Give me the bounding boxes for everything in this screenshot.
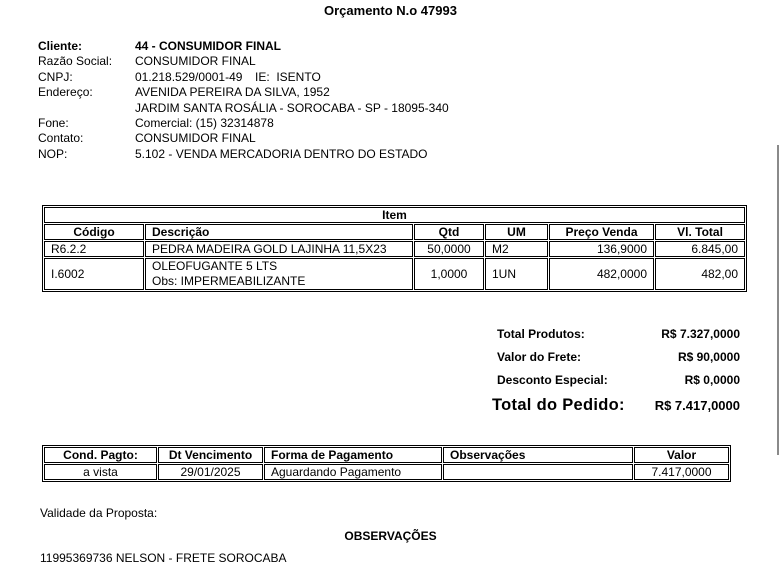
cell-dt-vencimento: 29/01/2025 <box>158 464 263 480</box>
table-row <box>44 464 729 480</box>
field-label: NOP: <box>38 146 68 161</box>
col-header-dt-vencimento: Dt Vencimento <box>158 447 263 463</box>
field-label: CNPJ: <box>38 69 73 84</box>
item-table-header-row <box>44 224 745 240</box>
desconto-especial-label: Desconto Especial: <box>497 373 608 387</box>
valor-frete-value: R$ 90,0000 <box>677 350 740 364</box>
col-header-observacoes: Observações <box>443 447 633 463</box>
total-produtos-row <box>497 327 740 350</box>
cell-descricao: PEDRA MADEIRA GOLD LAJINHA 11,5X23 <box>145 241 413 257</box>
cell-valor: 7.417,0000 <box>634 464 729 480</box>
field-value: CONSUMIDOR FINAL <box>135 131 256 146</box>
descricao-obs-line: Obs: IMPERMEABILIZANTE <box>152 274 306 288</box>
observacoes-title: OBSERVAÇÕES <box>344 529 437 543</box>
cell-descricao <box>145 258 413 290</box>
page-title: Orçamento N.o 47993 <box>324 3 457 18</box>
descricao-line1: OLEOFUGANTE 5 LTS <box>152 259 278 273</box>
col-header-valor: Valor <box>634 447 729 463</box>
field-label: Cliente: <box>38 39 83 53</box>
total-produtos-value: R$ 7.327,0000 <box>661 327 740 341</box>
observacoes-text: 11995369736 NELSON - FRETE SOROCABA <box>40 551 287 565</box>
cell-codigo: R6.2.2 <box>44 241 144 257</box>
cell-preco: 482,0000 <box>549 258 654 290</box>
validade-proposta-label: Validade da Proposta: <box>40 506 158 520</box>
totals-block <box>492 327 740 422</box>
table-row <box>44 241 745 257</box>
field-label: Fone: <box>38 115 69 130</box>
col-header-forma-pagamento: Forma de Pagamento <box>264 447 442 463</box>
col-header-qtd: Qtd <box>414 224 484 240</box>
valor-frete-row <box>497 350 740 373</box>
cell-qtd: 1,0000 <box>414 258 484 290</box>
client-row-endereco <box>38 85 449 100</box>
field-label: Endereço: <box>38 85 93 100</box>
client-row-endereco2 <box>38 101 449 116</box>
cell-forma-pagamento: Aguardando Pagamento <box>264 464 442 480</box>
item-table-caption: Item <box>44 207 745 223</box>
total-pedido-label: Total do Pedido: <box>492 396 625 414</box>
client-row-razao-social <box>38 54 449 69</box>
field-value: Comercial: (15) 32314878 <box>135 115 274 130</box>
col-header-cond-pagto: Cond. Pagto: <box>44 447 157 463</box>
total-pedido-value: R$ 7.417,0000 <box>654 398 740 413</box>
item-table <box>42 205 747 292</box>
col-header-preco-venda: Preço Venda <box>549 224 654 240</box>
valor-frete-label: Valor do Frete: <box>497 350 582 364</box>
cell-total: 482,00 <box>655 258 745 290</box>
field-value: 01.218.529/0001-49 <box>135 69 243 84</box>
item-table-caption-row <box>44 207 745 223</box>
total-pedido-row <box>492 396 740 422</box>
ie-value: IE: ISENTO <box>255 69 321 84</box>
cell-preco: 136,9000 <box>549 241 654 257</box>
payment-table-header-row <box>44 447 729 463</box>
field-label: Razão Social: <box>38 54 113 69</box>
client-row-cliente <box>38 39 449 54</box>
cell-qtd: 50,0000 <box>414 241 484 257</box>
cell-observacoes <box>443 464 633 480</box>
field-value: AVENIDA PEREIRA DA SILVA, 1952 <box>135 85 330 100</box>
desconto-especial-value: R$ 0,0000 <box>684 373 740 387</box>
col-header-descricao: Descrição <box>145 224 413 240</box>
client-row-cnpj <box>38 70 449 85</box>
client-row-nop <box>38 147 449 162</box>
table-row <box>44 258 745 290</box>
payment-table <box>42 445 731 482</box>
col-header-vl-total: Vl. Total <box>655 224 745 240</box>
cell-codigo: I.6002 <box>44 258 144 290</box>
cell-cond-pagto: a vista <box>44 464 157 480</box>
field-value: JARDIM SANTA ROSÁLIA - SOROCABA - SP - 18095-340 <box>135 100 449 115</box>
scrollbar-thumb[interactable] <box>777 145 779 455</box>
total-produtos-label: Total Produtos: <box>497 327 585 341</box>
client-row-fone <box>38 116 449 131</box>
col-header-um: UM <box>485 224 548 240</box>
field-value: 44 - CONSUMIDOR FINAL <box>135 39 282 53</box>
client-row-contato <box>38 131 449 146</box>
cell-um: M2 <box>485 241 548 257</box>
field-label: Contato: <box>38 131 84 146</box>
desconto-especial-row <box>497 373 740 396</box>
cell-total: 6.845,00 <box>655 241 745 257</box>
field-value: 5.102 - VENDA MERCADORIA DENTRO DO ESTADO <box>135 146 428 161</box>
col-header-codigo: Código <box>44 224 144 240</box>
field-value: CONSUMIDOR FINAL <box>135 54 256 69</box>
cell-um: 1UN <box>485 258 548 290</box>
client-info-block <box>38 39 449 162</box>
